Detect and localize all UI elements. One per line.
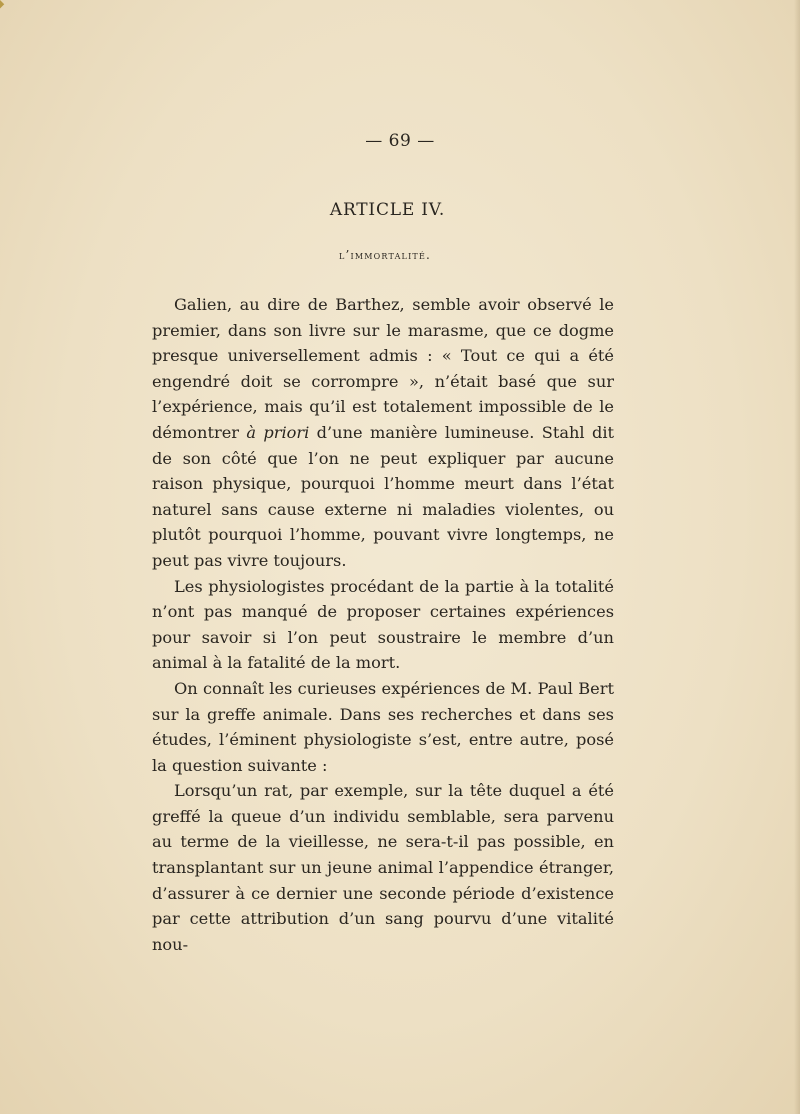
section-subheading: l’immortalité. [338,248,432,262]
page-number: — 69 — [365,131,435,151]
paragraph-1-text-before: Galien, au dire de Barthez, semble avoir observé le premier, dans son livre sur le marasme, que ce dogme presque universellement admis : « Tout ce qui a été engendré doit se corrompre », n’était basé que sur l’expérience, mais qu’il est totalement impossible de le démontrer [152,295,614,442]
scan-corner-mark [0,0,4,8]
paragraph-1-italic: à priori [246,422,310,442]
paragraph-1-text-after: d’une manière lumineuse. Stahl dit de son côté que l’on ne peut expliquer par aucune raison physique, pourquoi l’homme meurt dans l’état naturel sans cause externe ni maladies violentes, ou plutôt pourquoi l’homme, pouvant vivre longtemps, ne peut pas vivre toujours. [152,422,614,570]
body-text [152,292,614,957]
paragraph-3: On connaît les curieuses expériences de M. Paul Bert sur la greffe animale. Dans ses recherches et dans ses études, l’éminent physiologiste s’est, entre autre, posé la question suivante : [152,678,614,775]
paragraph-4: Lorsqu’un rat, par exemple, sur la tête duquel a été greffé la queue d’un individu semblable, sera parvenu au terme de la vieillesse, ne sera-t-il pas possible, en transplantant sur un jeune animal l’appendice étranger, d’assurer à ce dernier une seconde période d’existence par cette attribution d’un sang pourvu d’une vitalité nou- [152,781,614,954]
article-heading: ARTICLE IV. [329,200,446,220]
scan-edge-shadow [794,0,800,1114]
paragraph-1 [152,292,614,574]
paragraph-2: Les physiologistes procédant de la partie à la totalité n’ont pas manqué de proposer certaines expériences pour savoir si l’on peut soustraire le membre d’un animal à la fatalité de la mort. [152,576,614,673]
